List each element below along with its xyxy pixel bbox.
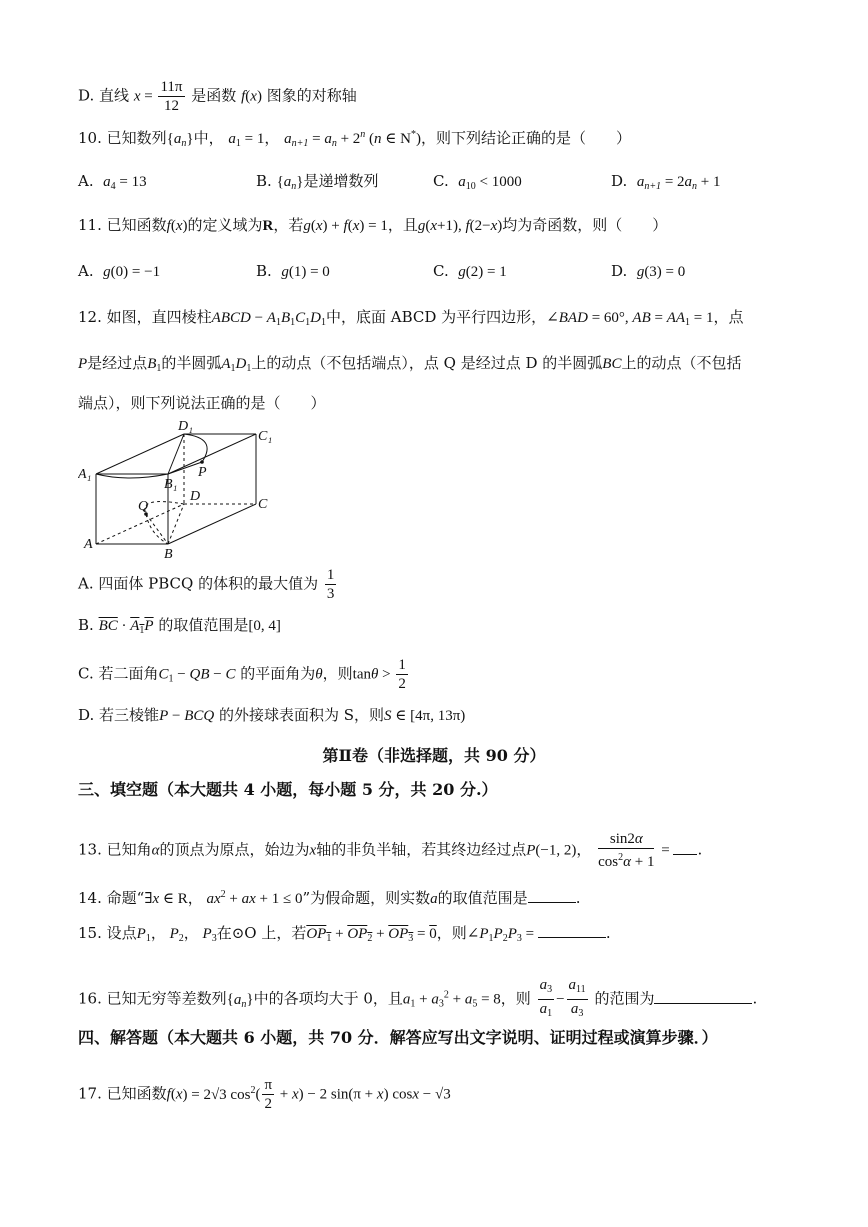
label-p: P	[198, 465, 207, 480]
label-q: Q	[138, 499, 149, 514]
question-10-option-d[interactable]: D. $a_{n+1} = 2a_n + 1$	[611, 172, 721, 192]
label-a1: A₁	[78, 467, 92, 482]
label-d1: D₁	[178, 419, 193, 434]
question-11-stem: 11. 已知函数f(x)的定义域为R，若g(x) + f(x) = 1，且g(x+1), f(2−x)均为奇函数，则（ ）	[78, 216, 668, 234]
q9-option-d: D. 直线 x = $\frac{11\pi}{12}$ 是函数 f(x) 图象的对称轴	[78, 79, 357, 114]
question-12-option-d[interactable]: D. 若三棱锥P − BCQ 的外接球表面积为 S，则S ∈ [4π, 13π)	[78, 706, 466, 724]
question-10-option-a[interactable]: A. $a_4 = 13$	[78, 172, 147, 192]
question-12-line-2: P是经过点$B_1$的半圆弧$A_1D_1$上的动点（不包括端点），点 Q 是经过点 D 的半圆弧BC上的动点（不包括	[78, 354, 742, 374]
label-b: B	[164, 547, 173, 562]
question-11-option-c[interactable]: C. g(2) = 1	[433, 262, 507, 280]
segment-b1p	[168, 462, 202, 474]
part-2-title: 第Ⅱ卷（非选择题，共 90 分）	[322, 746, 546, 765]
label-c: C	[258, 497, 268, 512]
question-10-option-c[interactable]: C. $a_{10} < 1000$	[433, 172, 522, 192]
question-17: 17. 已知函数f(x) = 2√3 $\cos^2$( $\frac{\pi}{2}$ + x) − 2 sin(π + x) cosx − √3	[78, 1077, 451, 1112]
question-15: 15. 设点$P_1$， $P_2$， $P_3$在⊙O 上，若$OP_1 + OP_2 + OP_3 = 0$，则$\angle P_1P_2P_3$ = .	[78, 924, 611, 944]
question-12-line-3: 端点），则下列说法正确的是（ ）	[78, 394, 326, 412]
segment-qb	[146, 514, 168, 544]
question-16: 16. 已知无穷等差数列$\{a_n\}$中的各项均大于 0，且$a_1 + a_3^2 + a_5 = 8$，则 $\frac{a_3}{a_1}$ − $\frac{a_{11}}{a_3}$ 的范围为 .	[78, 977, 758, 1019]
label-d: D	[190, 489, 201, 504]
question-10-option-b[interactable]: B. $\{a_n\}$是递增数列	[256, 172, 379, 192]
point-p	[200, 460, 204, 464]
question-10-stem: 10. 已知数列$\{a_n\}$中， $a_1 = 1$， $a_{n+1} = a_n + 2^n$ (n ∈ N*)，则下列结论正确的是（ ）	[78, 129, 631, 149]
question-11-option-d[interactable]: D. g(3) = 0	[611, 262, 686, 280]
question-11-option-a[interactable]: A. g(0) = −1	[78, 262, 161, 280]
question-12-option-c[interactable]: C. 若二面角$C_1$ − QB − C 的平面角为θ，则tanθ > $\frac{1}{2}$	[78, 657, 406, 692]
question-11-option-b[interactable]: B. g(1) = 0	[256, 262, 330, 280]
answer-blank-14[interactable]	[528, 888, 576, 903]
answer-blank-16[interactable]	[654, 989, 752, 1004]
answer-blank-13[interactable]	[673, 840, 697, 855]
question-12-option-a[interactable]: A. 四面体 PBCQ 的体积的最大值为 $\frac{1}{3}$	[78, 567, 335, 602]
question-12-line-1: 12. 如图，直四棱柱ABCD − $A_1B_1C_1D_1$中，底面 ABCD 为平行四边形，∠BAD = 60°, AB = $AA_1 = 1$，点	[78, 308, 744, 328]
label-a: A	[84, 537, 93, 552]
prism-figure	[78, 416, 278, 562]
arc-bd	[145, 502, 184, 544]
label-c1: C₁	[258, 429, 273, 444]
arc-a1b1	[96, 474, 168, 478]
label-b1: B₁	[164, 477, 178, 492]
question-13: 13. 已知角α的顶点为原点，始边为x轴的非负半轴，若其终边经过点P(−1, 2)， $\frac{\sin 2\alpha}{\cos^2\alpha + 1}$ = .	[78, 831, 703, 870]
question-14: 14. 命题“∃x ∈ R， $ax^2$ + ax + 1 ≤ 0”为假命题，则实数a的取值范围是 .	[78, 889, 581, 907]
question-12-option-b[interactable]: B. $\overline{BC} \cdot A_1P$ 的取值范围是[0, 4]	[78, 616, 281, 636]
answer-blank-15[interactable]	[538, 923, 606, 938]
section-3-title: 三、填空题（本大题共 4 小题，每小题 5 分，共 20 分.）	[78, 780, 498, 799]
section-4-title: 四、解答题（本大题共 6 小题，共 70 分．解答应写出文字说明、证明过程或演算步骤．）	[78, 1028, 718, 1047]
